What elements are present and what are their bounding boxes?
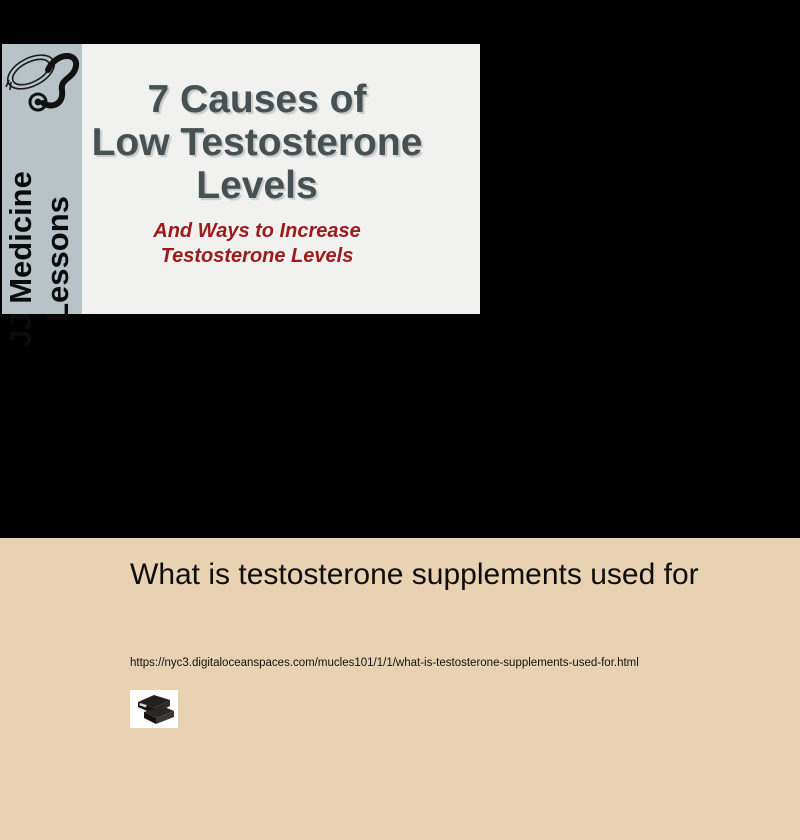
- slide-subtitle-line1: And Ways to Increase: [153, 220, 361, 242]
- article-heading: What is testosterone supplements used for: [130, 558, 699, 591]
- slide-title-line2: Low Testosterone: [91, 121, 423, 164]
- channel-name-line1: JJ Medicine: [3, 171, 38, 347]
- slide-subtitle-line2: Testosterone Levels: [160, 245, 354, 267]
- article-panel: [0, 538, 800, 840]
- slide-title-line1: 7 Causes of: [147, 78, 367, 121]
- slide-subtitle: [82, 219, 480, 269]
- channel-name: [2, 154, 82, 364]
- article-url: https://nyc3.digitaloceanspaces.com/mucles101/1/1/what-is-testosterone-supplements-used-for.html: [130, 657, 639, 669]
- channel-name-line2: Lessons: [40, 196, 75, 322]
- stethoscope-icon: [4, 46, 82, 118]
- supplement-boxes-image[interactable]: [130, 690, 178, 728]
- slide-title: [82, 44, 480, 207]
- slide-area: [82, 44, 480, 314]
- slide-title-line3: Levels: [196, 164, 318, 207]
- video-thumbnail[interactable]: [2, 44, 480, 347]
- channel-sidebar: [2, 44, 82, 347]
